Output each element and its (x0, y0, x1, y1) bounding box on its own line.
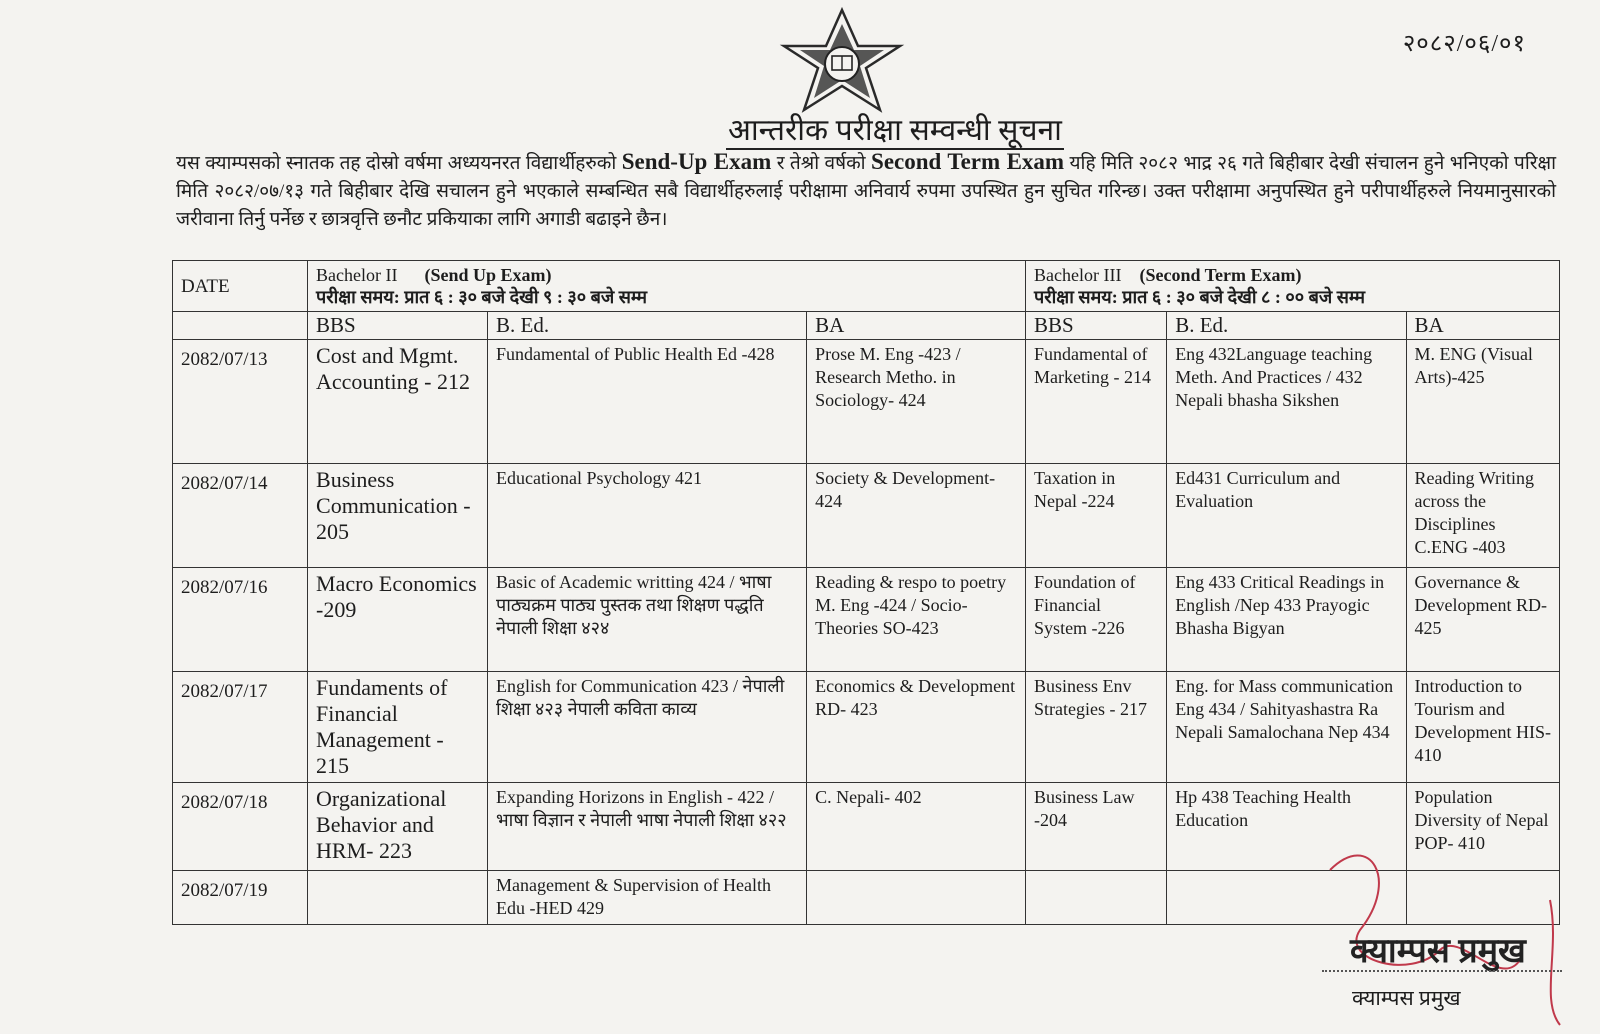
table-cell: Introduction to Tourism and Development HIS- 410 (1406, 672, 1559, 783)
bachelor-ii-title: Bachelor II (316, 265, 398, 285)
table-row (173, 340, 1560, 464)
table-row (173, 464, 1560, 568)
table-cell: Business Communication - 205 (308, 464, 488, 568)
table-cell: English for Communication 423 / नेपाली शिक्षा ४२३ नेपाली कविता काव्य (488, 672, 807, 783)
second-term-exam-label: Second Term Exam (871, 149, 1065, 174)
table-cell: Eng 433 Critical Readings in English /Nep 433 Prayogic Bhasha Bigyan (1167, 568, 1406, 672)
notice-text-1: यस क्याम्पसको स्नातक तह दोस्रो वर्षमा अध्ययनरत विद्यार्थीहरुको (176, 153, 617, 174)
bachelor-iii-header (1026, 261, 1560, 312)
table-cell: Educational Psychology 421 (488, 464, 807, 568)
university-seal-icon (772, 6, 912, 126)
table-cell: Eng 432Language teaching Meth. And Practices / 432 Nepali bhasha Sikshen (1167, 340, 1406, 464)
table-cell: Population Diversity of Nepal POP- 410 (1406, 783, 1559, 871)
bachelor-ii-header (308, 261, 1026, 312)
table-cell: Society & Development- 424 (807, 464, 1026, 568)
subheader-bbs: BBS (308, 312, 488, 340)
table-cell: Hp 438 Teaching Health Education (1167, 783, 1406, 871)
second-term-exam-header: (Second Term Exam) (1139, 265, 1302, 285)
notice-date: २०८२/०६/०१ (1402, 31, 1526, 57)
subheader-row (173, 312, 1560, 340)
subheader-ba: BA (807, 312, 1026, 340)
table-cell: Organizational Behavior and HRM- 223 (308, 783, 488, 871)
subheader-blank (173, 312, 308, 340)
table-cell (1026, 871, 1167, 925)
table-cell: Taxation in Nepal -224 (1026, 464, 1167, 568)
table-cell (308, 871, 488, 925)
table-cell: M. ENG (Visual Arts)-425 (1406, 340, 1559, 464)
signature-label: क्याम्पस प्रमुख (1352, 986, 1461, 1010)
table-cell: Prose M. Eng -423 / Research Metho. in Sociology- 424 (807, 340, 1026, 464)
subheader-bbs: BBS (1026, 312, 1167, 340)
table-cell: Reading Writing across the Disciplines C.ENG -403 (1406, 464, 1559, 568)
table-cell: Foundation of Financial System -226 (1026, 568, 1167, 672)
subheader-bed: B. Ed. (1167, 312, 1406, 340)
notice-text-3: यहि मिति २०८२ भाद्र २६ गते बिहीबार देखी संचालन हुने भनिएको परिक्षा मिति २०८२/०७/१३ गते बिहीबार देखि सचालन हुने भएकाले सम्बन्धित सबै विद्यार्थीहरुलाई परीक्षामा अनिवार्य रुपमा उपस्थित हुन सुचित गरिन्छ। उक्त परीक्षामा अनुपस्थित हुने परीपार्थीहरुले नियमानुसारको जरीवाना तिर्नु पर्नेछ र छात्रवृत्ति छनौट प्रकियाका लागि अगाडी बढाइने छैन। (176, 153, 1557, 230)
table-header-row (173, 261, 1560, 312)
table-cell: Business Env Strategies - 217 (1026, 672, 1167, 783)
table-cell: Expanding Horizons in English - 422 / भाषा विज्ञान र नेपाली भाषा नेपाली शिक्षा ४२२ (488, 783, 807, 871)
table-row (173, 568, 1560, 672)
notice-text-2: र तेश्रो वर्षको (776, 153, 866, 174)
row-date: 2082/07/17 (173, 672, 308, 783)
bachelor-iii-exam-time: परीक्षा समय: प्रात ६ : ३० बजे देखी ८ : ०० बजे सम्म (1034, 287, 1366, 307)
row-date: 2082/07/16 (173, 568, 308, 672)
table-cell (807, 871, 1026, 925)
table-cell: C. Nepali- 402 (807, 783, 1026, 871)
subheader-ba: BA (1406, 312, 1559, 340)
signature-line (1322, 970, 1562, 972)
table-cell: Eng. for Mass communication Eng 434 / Sahityashastra Ra Nepali Samalochana Nep 434 (1167, 672, 1406, 783)
exam-schedule-table (172, 260, 1560, 925)
send-up-exam-header: (Send Up Exam) (424, 265, 552, 285)
row-date: 2082/07/18 (173, 783, 308, 871)
table-cell: Ed431 Curriculum and Evaluation (1167, 464, 1406, 568)
table-cell: Cost and Mgmt. Accounting - 212 (308, 340, 488, 464)
table-row (173, 672, 1560, 783)
table-cell: Macro Economics -209 (308, 568, 488, 672)
date-column-header: DATE (173, 261, 308, 312)
subheader-bed: B. Ed. (488, 312, 807, 340)
notice-title: आन्तरीक परीक्षा सम्वन्धी सूचना (726, 114, 1064, 150)
row-date: 2082/07/19 (173, 871, 308, 925)
table-cell: Reading & respo to poetry M. Eng -424 / Socio-Theories SO-423 (807, 568, 1026, 672)
table-cell: Fundamental of Public Health Ed -428 (488, 340, 807, 464)
row-date: 2082/07/13 (173, 340, 308, 464)
table-cell: Economics & Development RD- 423 (807, 672, 1026, 783)
signature-stamp: क्याम्पस प्रमुख (1350, 933, 1526, 970)
table-cell: Governance & Development RD- 425 (1406, 568, 1559, 672)
table-cell: Fundaments of Financial Management - 215 (308, 672, 488, 783)
row-date: 2082/07/14 (173, 464, 308, 568)
table-cell: Business Law -204 (1026, 783, 1167, 871)
notice-paragraph (176, 148, 1556, 234)
bachelor-iii-title: Bachelor III (1034, 265, 1122, 285)
table-cell: Management & Supervision of Health Edu -HED 429 (488, 871, 807, 925)
table-cell: Basic of Academic writting 424 / भाषा पाठ्यक्रम पाठ्य पुस्तक तथा शिक्षण पद्धति नेपाली शिक्षा ४२४ (488, 568, 807, 672)
bachelor-ii-exam-time: परीक्षा समय: प्रात ६ : ३० बजे देखी ९ : ३० बजे सम्म (316, 287, 648, 307)
send-up-exam-label: Send-Up Exam (621, 149, 772, 174)
table-cell: Fundamental of Marketing - 214 (1026, 340, 1167, 464)
